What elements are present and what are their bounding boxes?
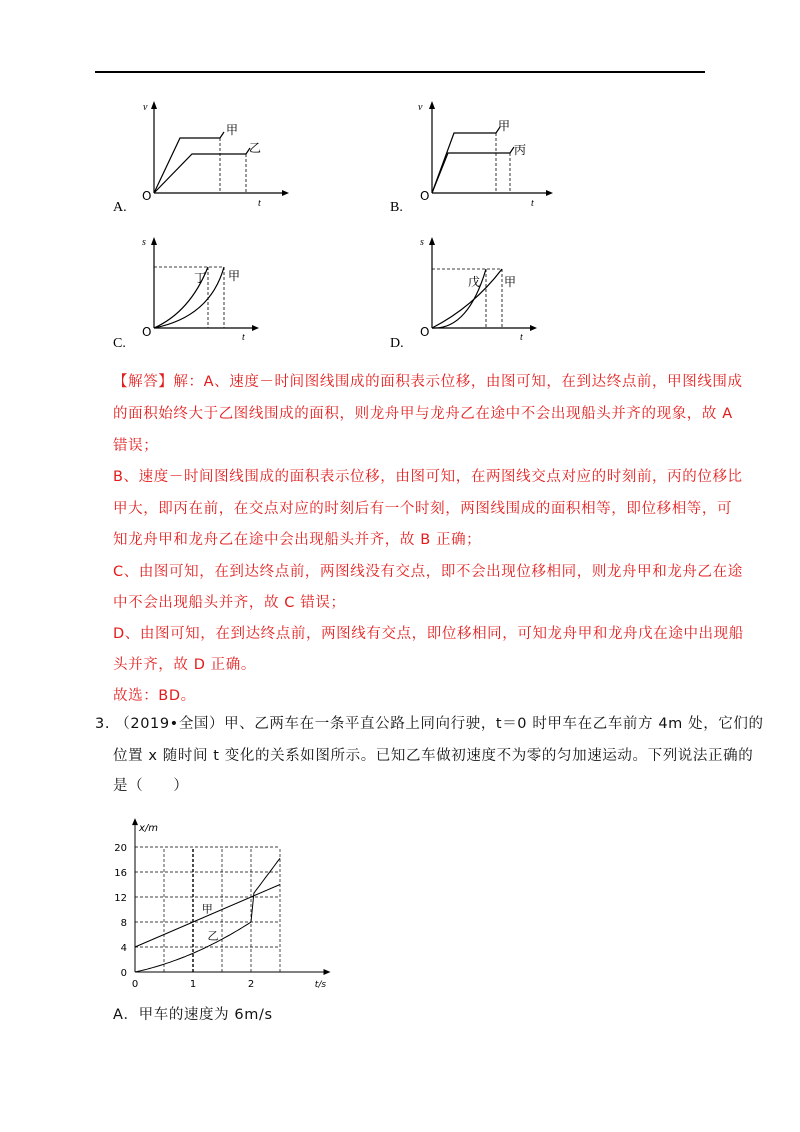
svg-text:t: t <box>531 198 534 209</box>
origin-label: O <box>142 189 152 203</box>
solution-line-8: 中不会出现船头并齐，故 C 错误； <box>113 595 346 611</box>
solution-line-6: 知龙舟甲和龙舟乙在途中会出现船头并齐，故 B 正确； <box>113 532 482 548</box>
series-label-jia: 甲 <box>201 902 213 916</box>
svg-text:O: O <box>142 325 152 339</box>
question-3-line-2: 位置 x 随时间 t 变化的关系如图所示。已知乙车做初速度不为零的匀加速运动。下列说法正确的 <box>113 748 754 764</box>
curve-bing <box>432 147 514 193</box>
x-axis-arrow-icon <box>324 969 331 975</box>
svg-text:甲: 甲 <box>498 119 511 133</box>
solution-line-1: 【解答】解：A、速度－时间图线围成的面积表示位移，由图可知，在到达终点前，甲图线围成 <box>113 374 743 390</box>
option-b-label: B. <box>390 200 403 215</box>
question-3-option-a: A．甲车的速度为 6m/s <box>113 1007 273 1023</box>
curve-label-2: 乙 <box>249 141 262 155</box>
x-tick-label: 0 <box>131 979 139 990</box>
solution-line-4: B、速度－时间图线围成的面积表示位移，由图可知，在两图线交点对应的时刻前，丙的位移比 <box>113 469 743 485</box>
solution-line-2: 的面积始终大于乙图线围成的面积，则龙舟甲与龙舟乙在途中不会出现船头并齐的现象，故 A <box>113 406 733 422</box>
y-tick-label: 0 <box>120 968 127 979</box>
svg-text:戊: 戊 <box>468 275 481 289</box>
solution-line-7: C、由图可知，在到达终点前，两图线没有交点，即不会出现位移相同，则龙舟甲和龙舟乙在途 <box>113 564 743 580</box>
y-axis-label: x/m <box>139 823 159 835</box>
option-a-label: A. <box>113 200 127 215</box>
svg-text:s: s <box>420 237 424 248</box>
x-tick-label: 2 <box>247 979 255 990</box>
y-axis-arrow-icon <box>132 818 138 825</box>
curve-jia <box>154 267 224 328</box>
solution-answer: 故选：BD。 <box>113 688 196 704</box>
series-label-yi: 乙 <box>207 929 219 943</box>
y-axis-arrow-icon <box>151 237 157 245</box>
figure-option-b <box>418 98 568 209</box>
y-tick-label: 12 <box>114 893 127 904</box>
x-axis-arrow-icon <box>546 190 553 196</box>
svg-text:t: t <box>520 332 523 343</box>
curve-jia <box>432 127 500 193</box>
solution-line-10: 头并齐，故 D 正确。 <box>113 657 256 673</box>
solution-line-9: D、由图可知，在到达终点前，两图线有交点，即位移相同，可知龙舟甲和龙舟戊在途中出现船 <box>113 626 744 642</box>
y-axis-label: v <box>143 102 148 113</box>
curve-yi <box>154 148 250 193</box>
x-axis-arrow-icon <box>282 190 289 196</box>
figure-option-c <box>140 232 290 343</box>
header-rule <box>95 71 705 73</box>
x-axis-label: t <box>258 198 261 209</box>
x-axis-arrow-icon <box>252 325 259 331</box>
curve-jia <box>432 269 502 328</box>
svg-text:甲: 甲 <box>228 269 241 283</box>
option-d-label: D. <box>390 336 404 351</box>
svg-text:O: O <box>420 325 430 339</box>
solution-line-3: 错误； <box>113 438 159 454</box>
question-number: 3. <box>95 716 111 732</box>
svg-text:v: v <box>418 102 423 113</box>
y-tick-label: 8 <box>120 918 127 929</box>
solution-line-5: 甲大，即丙在前，在交点对应的时刻后有一个时刻，两图线围成的面积相等，即位移相等，可 <box>113 501 733 517</box>
y-tick-label: 16 <box>114 868 127 879</box>
svg-text:丙: 丙 <box>514 143 527 157</box>
position-time-chart <box>108 800 348 995</box>
y-tick-label: 20 <box>114 843 127 854</box>
x-axis-arrow-icon <box>530 325 537 331</box>
curve-jia <box>154 132 224 193</box>
svg-text:s: s <box>142 237 146 248</box>
curve-label-1: 甲 <box>226 123 239 137</box>
y-axis-arrow-icon <box>429 237 435 245</box>
figure-option-d <box>418 232 568 343</box>
solution-tag: 【解答】 <box>113 374 174 390</box>
svg-text:丁: 丁 <box>194 271 207 285</box>
figure-option-a <box>140 98 290 209</box>
y-axis-arrow-icon <box>151 101 157 109</box>
y-tick-label: 4 <box>120 943 127 954</box>
x-tick-label: 1 <box>189 979 197 990</box>
y-axis-arrow-icon <box>429 101 435 109</box>
question-3-line-1: 3. （2019•全国）甲、乙两车在一条平直公路上同向行驶，t＝0 时甲车在乙车前方 4m 处，它们的 <box>95 716 764 732</box>
x-axis-label: t/s <box>314 980 327 990</box>
option-c-label: C. <box>113 336 126 351</box>
svg-text:甲: 甲 <box>504 275 517 289</box>
svg-text:O: O <box>420 189 430 203</box>
question-3-line-3: 是（ ） <box>113 778 189 794</box>
svg-text:t: t <box>242 332 245 343</box>
